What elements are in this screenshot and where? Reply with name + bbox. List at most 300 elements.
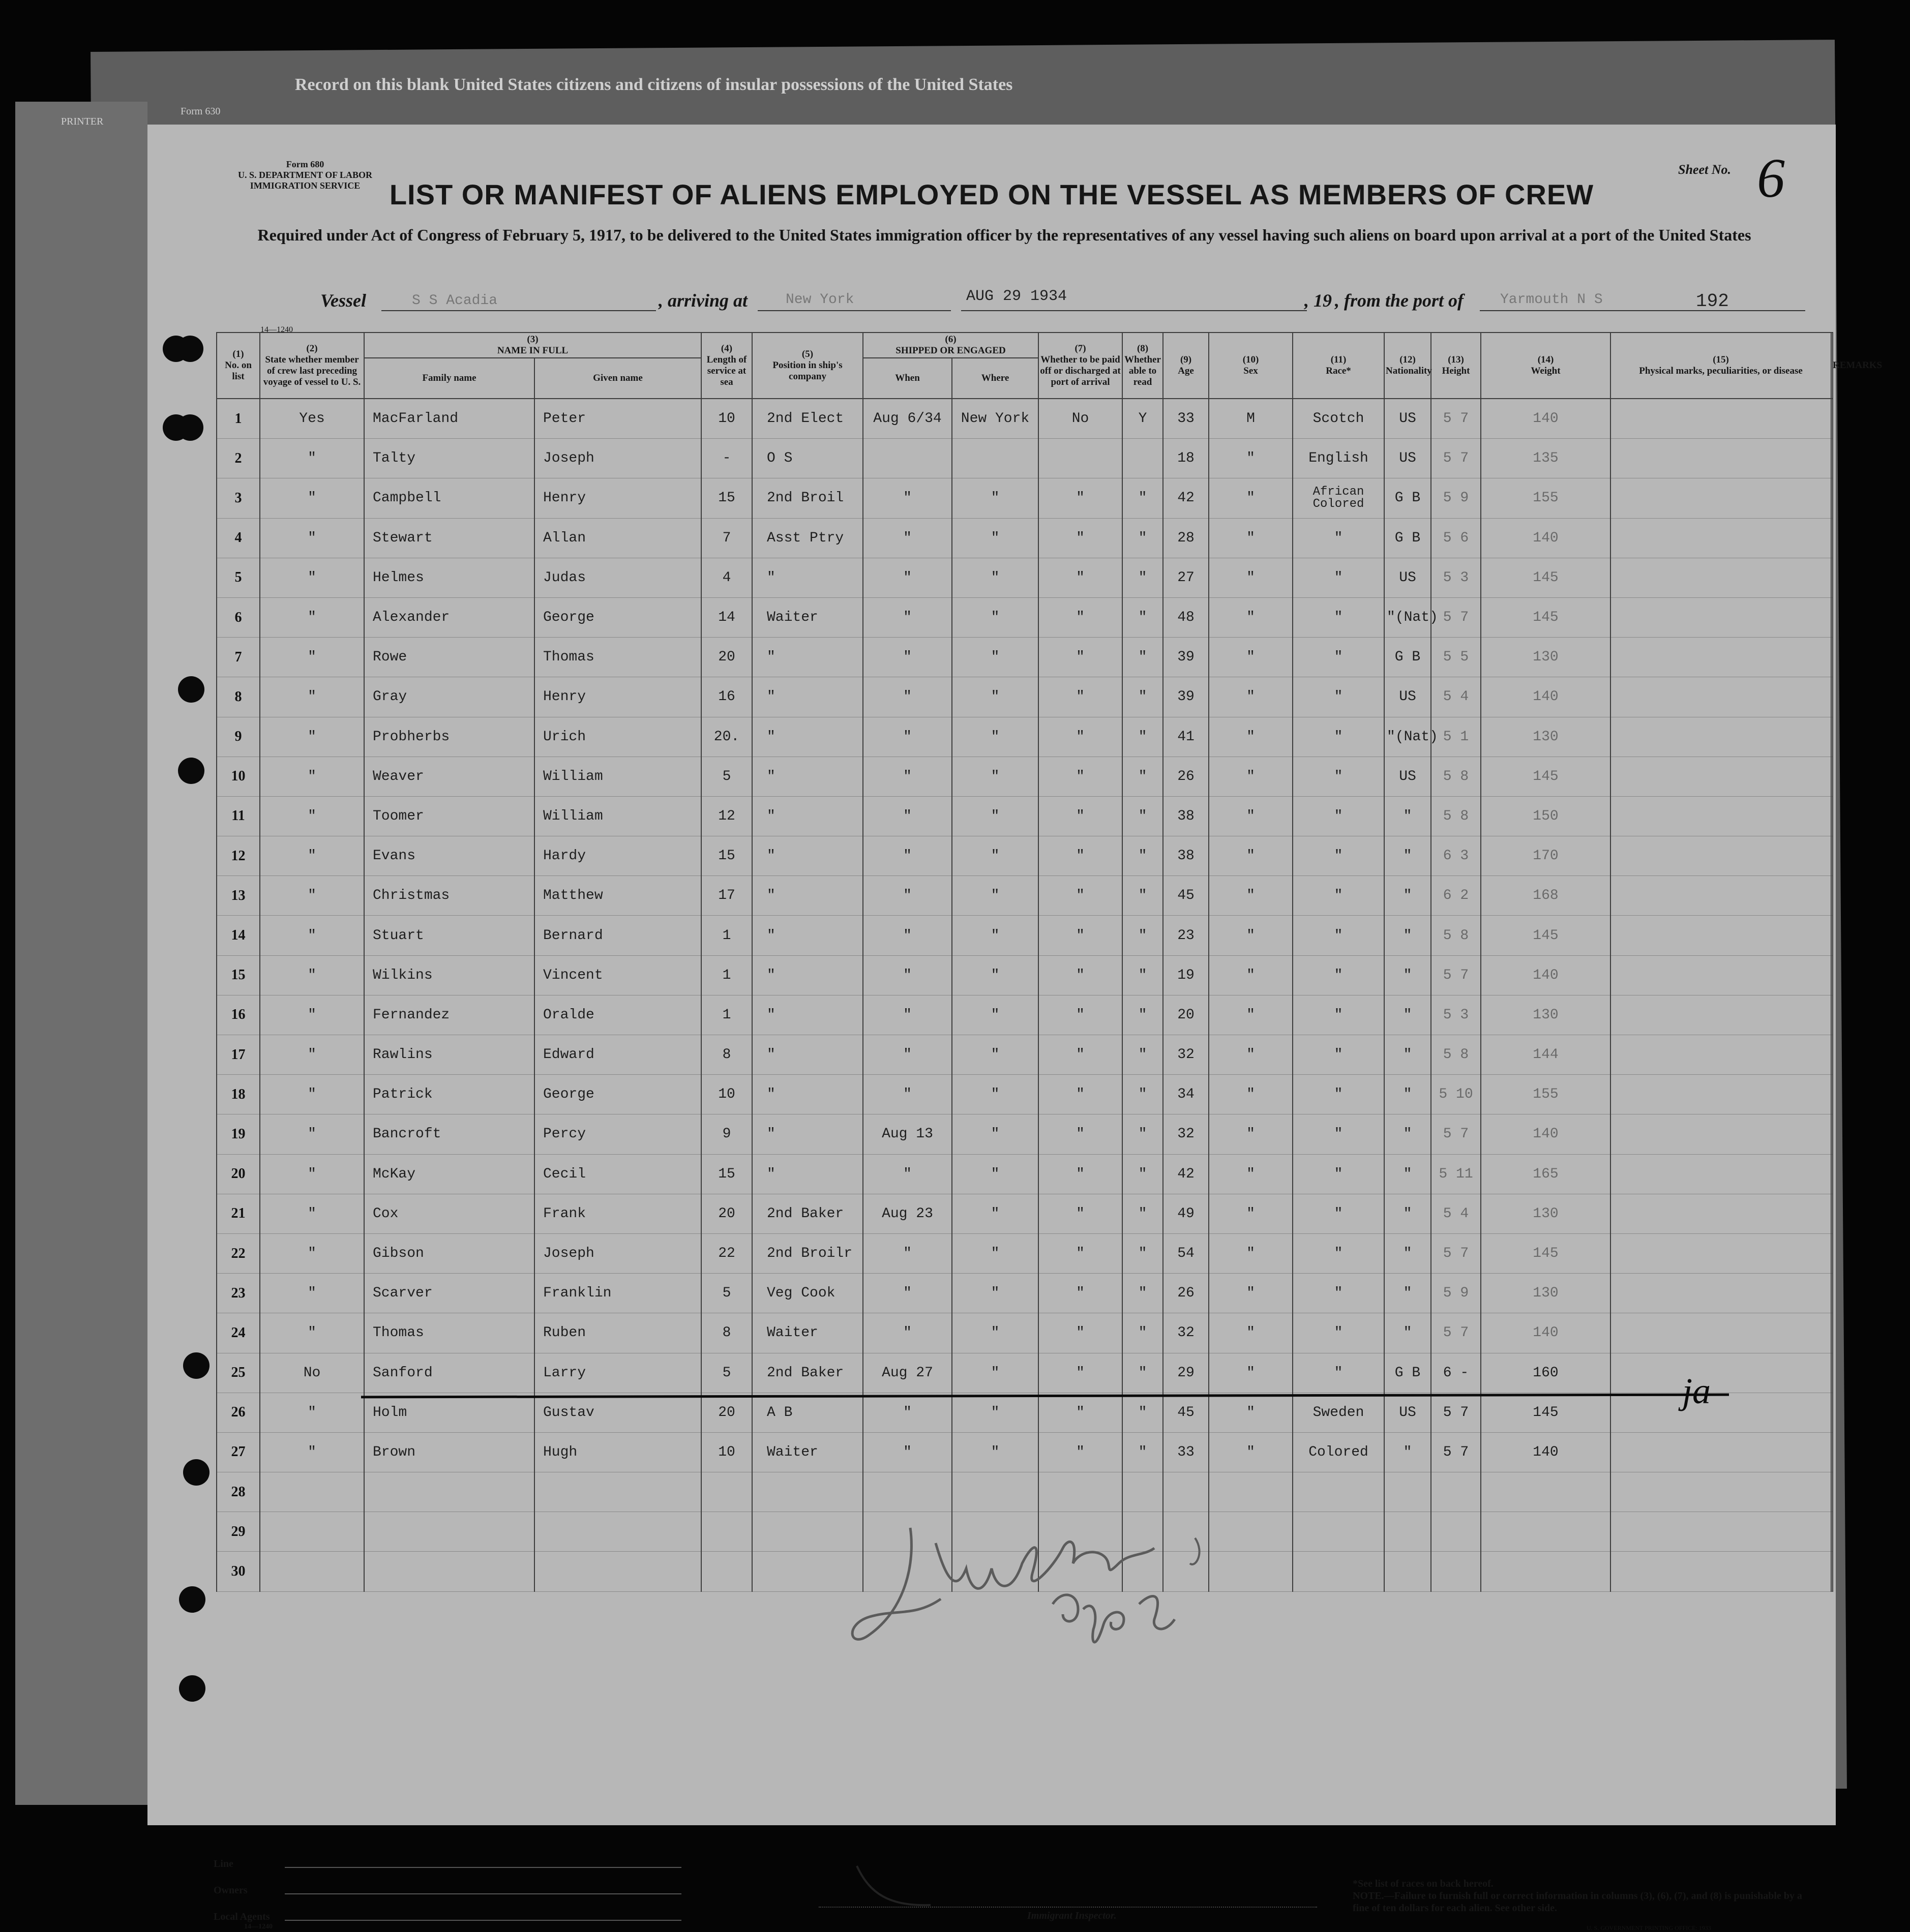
cell-read: "	[1122, 876, 1163, 916]
cell-sex: "	[1209, 836, 1293, 876]
cell-read: "	[1122, 757, 1163, 796]
cell-position: Waiter	[752, 597, 863, 637]
cell-read: "	[1122, 1154, 1163, 1194]
cell-read: "	[1122, 1233, 1163, 1273]
punch-hole	[179, 1586, 205, 1613]
cell-paid: "	[1038, 558, 1122, 597]
cell-service: 5	[701, 1353, 752, 1393]
cell-marks	[1610, 757, 1831, 796]
cell-service: 20.	[701, 717, 752, 757]
cell-marks	[1610, 1075, 1831, 1114]
cell-weight: 135	[1481, 439, 1610, 478]
cell-marks	[1610, 1552, 1831, 1591]
cell-family: Evans	[364, 836, 534, 876]
cell-paid: "	[1038, 518, 1122, 558]
cell-given: George	[534, 597, 701, 637]
cell-race: "	[1293, 955, 1384, 995]
cell-remarks	[1831, 1432, 1833, 1472]
cell-when: "	[863, 876, 952, 916]
cell-race: Colored	[1293, 1432, 1384, 1472]
table-row	[217, 1353, 1833, 1393]
cell-paid: "	[1038, 1233, 1122, 1273]
cell-nationality: "	[1384, 955, 1431, 995]
cell-nationality: "(Nat)	[1384, 597, 1431, 637]
agents-code: 14—1240	[244, 1923, 273, 1930]
cell-when: "	[863, 916, 952, 955]
cell-when: Aug 6/34	[863, 399, 952, 439]
cell-nationality	[1384, 1552, 1431, 1591]
cell-marks	[1610, 1114, 1831, 1154]
cell-where: "	[952, 478, 1038, 518]
cell-prev: "	[260, 1393, 364, 1432]
cell-family: Helmes	[364, 558, 534, 597]
cell-weight	[1481, 1512, 1610, 1552]
table-row	[217, 995, 1833, 1035]
cell-age: 49	[1163, 1194, 1209, 1233]
cell-prev: "	[260, 518, 364, 558]
cell-service: 4	[701, 558, 752, 597]
cell-prev: Yes	[260, 399, 364, 439]
cell-paid: "	[1038, 1313, 1122, 1353]
col-prev-voyage-header: (2) State whether member of crew last preceding voyage of vessel to U. S.	[260, 333, 364, 399]
cell-weight: 155	[1481, 478, 1610, 518]
cell-weight: 170	[1481, 836, 1610, 876]
cell-service: 5	[701, 1274, 752, 1313]
cell-nationality: "	[1384, 876, 1431, 916]
cell-family	[364, 1552, 534, 1591]
cell-given: Judas	[534, 558, 701, 597]
cell-paid: "	[1038, 1353, 1122, 1393]
inspector-mark	[854, 1863, 936, 1909]
cell-sex: "	[1209, 1154, 1293, 1194]
vessel-value: S S Acadia	[412, 293, 498, 309]
crew-rows	[217, 399, 1833, 1591]
cell-remarks	[1831, 1035, 1833, 1075]
cell-paid: "	[1038, 1274, 1122, 1313]
cell-prev: "	[260, 1274, 364, 1313]
cell-height: 5 7	[1431, 439, 1481, 478]
cell-marks	[1610, 1274, 1831, 1313]
printing-office: U. S. GOVERNMENT PRINTING OFFICE: 1933	[1587, 1924, 1711, 1931]
cell-service: 1	[701, 916, 752, 955]
cell-read: "	[1122, 1194, 1163, 1233]
cell-given: Cecil	[534, 1154, 701, 1194]
cell-family: Brown	[364, 1432, 534, 1472]
cell-height: 5 9	[1431, 478, 1481, 518]
cell-where: "	[952, 1313, 1038, 1353]
page-subtitle: Required under Act of Congress of February 5, 1917, to be delivered to the United States immigration officer by the representatives of any vessel having such aliens on board upon arrival at a port of the United States	[257, 226, 1751, 244]
cell-nationality: "	[1384, 796, 1431, 836]
cell-paid: "	[1038, 1432, 1122, 1472]
cell-service: 17	[701, 876, 752, 916]
table-row	[217, 1075, 1833, 1114]
cell-given: Joseph	[534, 439, 701, 478]
cell-no: 8	[217, 677, 260, 717]
cell-family: Alexander	[364, 597, 534, 637]
cell-position: O S	[752, 439, 863, 478]
cell-no: 4	[217, 518, 260, 558]
cell-height: 5 7	[1431, 1432, 1481, 1472]
cell-marks	[1610, 478, 1831, 518]
cell-position: 2nd Elect	[752, 399, 863, 439]
punch-hole	[177, 414, 203, 441]
cell-race: "	[1293, 757, 1384, 796]
inspector-signature-line	[819, 1907, 1317, 1908]
cell-marks	[1610, 1194, 1831, 1233]
cell-when: "	[863, 717, 952, 757]
cell-weight	[1481, 1552, 1610, 1591]
cell-marks	[1610, 399, 1831, 439]
cell-height: 5 6	[1431, 518, 1481, 558]
cell-race	[1293, 1472, 1384, 1512]
from-port-label: , from the port of	[1335, 290, 1464, 311]
cell-sex: "	[1209, 995, 1293, 1035]
cell-when: "	[863, 478, 952, 518]
cell-age: 38	[1163, 836, 1209, 876]
cell-weight: 145	[1481, 757, 1610, 796]
punch-hole	[178, 676, 204, 703]
cell-where: "	[952, 1154, 1038, 1194]
cell-read: "	[1122, 1313, 1163, 1353]
cell-age: 33	[1163, 1432, 1209, 1472]
cell-weight: 140	[1481, 1313, 1610, 1353]
cell-marks	[1610, 1233, 1831, 1273]
cell-marks	[1610, 1393, 1831, 1432]
background-sheet-left	[15, 102, 147, 1805]
arriving-label: , arriving at	[659, 290, 748, 311]
cell-sex: "	[1209, 1233, 1293, 1273]
col-age-header: (9) Age	[1163, 333, 1209, 399]
cell-read: "	[1122, 1393, 1163, 1432]
cell-where: "	[952, 1114, 1038, 1154]
cell-height: 5 5	[1431, 638, 1481, 677]
cell-service: 10	[701, 1075, 752, 1114]
cell-prev: "	[260, 1432, 364, 1472]
cell-nationality: "	[1384, 1313, 1431, 1353]
date-stamp: AUG 29 1934	[966, 288, 1067, 305]
cell-race: "	[1293, 876, 1384, 916]
cell-marks	[1610, 1472, 1831, 1512]
cell-weight: 140	[1481, 1114, 1610, 1154]
cell-prev: "	[260, 1194, 364, 1233]
cell-height: 5 9	[1431, 1274, 1481, 1313]
cell-family: Talty	[364, 439, 534, 478]
punch-hole	[178, 758, 204, 784]
cell-read: "	[1122, 836, 1163, 876]
cell-remarks	[1831, 518, 1833, 558]
cell-weight: 140	[1481, 1432, 1610, 1472]
cell-age: 23	[1163, 916, 1209, 955]
cell-where: "	[952, 836, 1038, 876]
cell-height: 5 8	[1431, 916, 1481, 955]
cell-position: "	[752, 876, 863, 916]
cell-given: Gustav	[534, 1393, 701, 1432]
cell-when: "	[863, 955, 952, 995]
cell-height: 5 8	[1431, 757, 1481, 796]
cell-prev: "	[260, 1075, 364, 1114]
cell-position: 2nd Broil	[752, 478, 863, 518]
cell-age: 32	[1163, 1313, 1209, 1353]
cell-sex: "	[1209, 955, 1293, 995]
cell-service: 12	[701, 796, 752, 836]
cell-where: "	[952, 796, 1038, 836]
cell-sex: "	[1209, 1114, 1293, 1154]
cell-remarks	[1831, 638, 1833, 677]
cell-prev: "	[260, 597, 364, 637]
cell-race: "	[1293, 836, 1384, 876]
cell-where: "	[952, 1233, 1038, 1273]
cell-given: Allan	[534, 518, 701, 558]
cell-height: 5 7	[1431, 399, 1481, 439]
cell-prev: "	[260, 995, 364, 1035]
cell-race: "	[1293, 1353, 1384, 1393]
table-row	[217, 796, 1833, 836]
cell-marks	[1610, 955, 1831, 995]
cell-no: 19	[217, 1114, 260, 1154]
cell-nationality: "	[1384, 1194, 1431, 1233]
cell-height: 6 3	[1431, 836, 1481, 876]
cell-sex: "	[1209, 518, 1293, 558]
cell-sex: "	[1209, 439, 1293, 478]
cell-weight: 145	[1481, 558, 1610, 597]
cell-no: 1	[217, 399, 260, 439]
cell-remarks	[1831, 1472, 1833, 1512]
cell-age: 42	[1163, 1154, 1209, 1194]
cell-nationality: "	[1384, 1233, 1431, 1273]
cell-position: 2nd Broilr	[752, 1233, 863, 1273]
cell-weight: 168	[1481, 876, 1610, 916]
cell-where: "	[952, 955, 1038, 995]
table-row	[217, 955, 1833, 995]
cell-given: Peter	[534, 399, 701, 439]
cell-paid: "	[1038, 1114, 1122, 1154]
cell-family: MacFarland	[364, 399, 534, 439]
cell-no: 5	[217, 558, 260, 597]
cell-given: Thomas	[534, 638, 701, 677]
cell-race: "	[1293, 1233, 1384, 1273]
table-row	[217, 1035, 1833, 1075]
punch-hole	[183, 1459, 210, 1486]
cell-service: 1	[701, 995, 752, 1035]
cell-remarks	[1831, 478, 1833, 518]
cell-sex	[1209, 1472, 1293, 1512]
cell-height: 5 7	[1431, 1313, 1481, 1353]
cell-paid: "	[1038, 1154, 1122, 1194]
cell-no: 10	[217, 757, 260, 796]
cell-paid: "	[1038, 1194, 1122, 1233]
cell-weight: 155	[1481, 1075, 1610, 1114]
cell-given: Ruben	[534, 1313, 701, 1353]
cell-sex: "	[1209, 638, 1293, 677]
cell-remarks	[1831, 1075, 1833, 1114]
cell-where: "	[952, 1274, 1038, 1313]
cell-nationality: "	[1384, 1432, 1431, 1472]
cell-nationality: "	[1384, 836, 1431, 876]
table-row	[217, 717, 1833, 757]
cell-race: "	[1293, 638, 1384, 677]
cell-position: "	[752, 757, 863, 796]
cell-marks	[1610, 439, 1831, 478]
cell-nationality: "	[1384, 916, 1431, 955]
cell-race: "	[1293, 1313, 1384, 1353]
cell-remarks	[1831, 558, 1833, 597]
cell-race: "	[1293, 518, 1384, 558]
cell-weight	[1481, 1472, 1610, 1512]
cell-position: 2nd Baker	[752, 1194, 863, 1233]
cell-family: Probherbs	[364, 717, 534, 757]
header-row-numbers	[217, 333, 1833, 358]
cell-remarks	[1831, 1552, 1833, 1591]
cell-given: William	[534, 796, 701, 836]
cell-given: George	[534, 1075, 701, 1114]
cell-given: Hugh	[534, 1432, 701, 1472]
cell-paid: No	[1038, 399, 1122, 439]
cell-service: 16	[701, 677, 752, 717]
col-when-header: When	[863, 358, 952, 399]
cell-read: "	[1122, 558, 1163, 597]
cell-nationality: "	[1384, 1154, 1431, 1194]
cell-where: "	[952, 518, 1038, 558]
local-agents-field: Local Agents	[214, 1904, 273, 1930]
cell-given: Vincent	[534, 955, 701, 995]
cell-height	[1431, 1472, 1481, 1512]
cell-weight: 130	[1481, 1274, 1610, 1313]
cell-given: Henry	[534, 478, 701, 518]
cell-prev: "	[260, 876, 364, 916]
cell-service: 7	[701, 518, 752, 558]
cell-given: William	[534, 757, 701, 796]
cell-read: "	[1122, 1274, 1163, 1313]
cell-paid: "	[1038, 677, 1122, 717]
table-row	[217, 1432, 1833, 1472]
cell-read: "	[1122, 1353, 1163, 1393]
cell-sex: "	[1209, 717, 1293, 757]
table-row	[217, 399, 1833, 439]
cell-nationality	[1384, 1512, 1431, 1552]
handwritten-signature	[839, 1507, 1226, 1660]
cell-no: 29	[217, 1512, 260, 1552]
footer-labels	[214, 1851, 273, 1931]
from-port-value: Yarmouth N S	[1500, 292, 1603, 308]
cell-when: "	[863, 1393, 952, 1432]
cell-prev: "	[260, 1233, 364, 1273]
cell-position: "	[752, 1114, 863, 1154]
cell-when: "	[863, 836, 952, 876]
cell-race: Scotch	[1293, 399, 1384, 439]
cell-paid: "	[1038, 995, 1122, 1035]
cell-when: "	[863, 757, 952, 796]
cell-nationality: "	[1384, 1035, 1431, 1075]
cell-nationality: "(Nat)	[1384, 717, 1431, 757]
cell-weight: 130	[1481, 638, 1610, 677]
line-field: Line	[214, 1851, 273, 1877]
cell-family: Holm	[364, 1393, 534, 1432]
table-row	[217, 1393, 1833, 1432]
vessel-line	[147, 290, 1836, 320]
col-family-name-header: Family name	[364, 358, 534, 399]
cell-paid: "	[1038, 638, 1122, 677]
cell-when: "	[863, 558, 952, 597]
cell-when: "	[863, 1432, 952, 1472]
cell-height: 6 -	[1431, 1353, 1481, 1393]
cell-nationality: "	[1384, 1114, 1431, 1154]
cell-no: 12	[217, 836, 260, 876]
cell-paid: "	[1038, 836, 1122, 876]
cell-age: 26	[1163, 757, 1209, 796]
cell-given	[534, 1552, 701, 1591]
cell-weight: 144	[1481, 1035, 1610, 1075]
cell-when: "	[863, 518, 952, 558]
cell-when: "	[863, 1035, 952, 1075]
cell-no: 3	[217, 478, 260, 518]
cell-sex: "	[1209, 1313, 1293, 1353]
arriving-value: New York	[786, 292, 854, 308]
cell-position: "	[752, 916, 863, 955]
cell-family: Stewart	[364, 518, 534, 558]
cell-age: 42	[1163, 478, 1209, 518]
cell-given: Frank	[534, 1194, 701, 1233]
cell-sex: "	[1209, 597, 1293, 637]
cell-paid: "	[1038, 757, 1122, 796]
table-row	[217, 757, 1833, 796]
table-row	[217, 1313, 1833, 1353]
cell-family: Gray	[364, 677, 534, 717]
cell-position: "	[752, 1075, 863, 1114]
cell-given: Henry	[534, 677, 701, 717]
cell-remarks	[1831, 597, 1833, 637]
cell-remarks	[1831, 796, 1833, 836]
cell-service	[701, 1552, 752, 1591]
cell-read: "	[1122, 1114, 1163, 1154]
cell-service: 8	[701, 1035, 752, 1075]
cell-when: "	[863, 1274, 952, 1313]
cell-no: 13	[217, 876, 260, 916]
cell-nationality: G B	[1384, 478, 1431, 518]
cell-service: -	[701, 439, 752, 478]
cell-race: "	[1293, 1114, 1384, 1154]
cell-sex: "	[1209, 1075, 1293, 1114]
cell-given	[534, 1512, 701, 1552]
cell-when: "	[863, 1154, 952, 1194]
cell-nationality	[1384, 1472, 1431, 1512]
vessel-label: Vessel	[320, 290, 366, 311]
cell-age: 32	[1163, 1114, 1209, 1154]
cell-age: 18	[1163, 439, 1209, 478]
cell-race: "	[1293, 677, 1384, 717]
cell-position: "	[752, 836, 863, 876]
cell-nationality: US	[1384, 757, 1431, 796]
cell-sex: "	[1209, 796, 1293, 836]
footer-notes	[1353, 1878, 1821, 1914]
cell-where: "	[952, 916, 1038, 955]
cell-family: Rowe	[364, 638, 534, 677]
cell-remarks	[1831, 955, 1833, 995]
cell-remarks	[1831, 876, 1833, 916]
cell-sex: "	[1209, 1274, 1293, 1313]
cell-when: Aug 27	[863, 1353, 952, 1393]
cell-prev: "	[260, 955, 364, 995]
cell-family	[364, 1472, 534, 1512]
cell-when: "	[863, 1075, 952, 1114]
cell-family: Bancroft	[364, 1114, 534, 1154]
cell-marks	[1610, 1353, 1831, 1393]
cell-prev: "	[260, 1035, 364, 1075]
punch-hole	[177, 336, 203, 362]
cell-family: Thomas	[364, 1313, 534, 1353]
cell-when: Aug 23	[863, 1194, 952, 1233]
cell-where: "	[952, 1393, 1038, 1432]
cell-position: Waiter	[752, 1432, 863, 1472]
